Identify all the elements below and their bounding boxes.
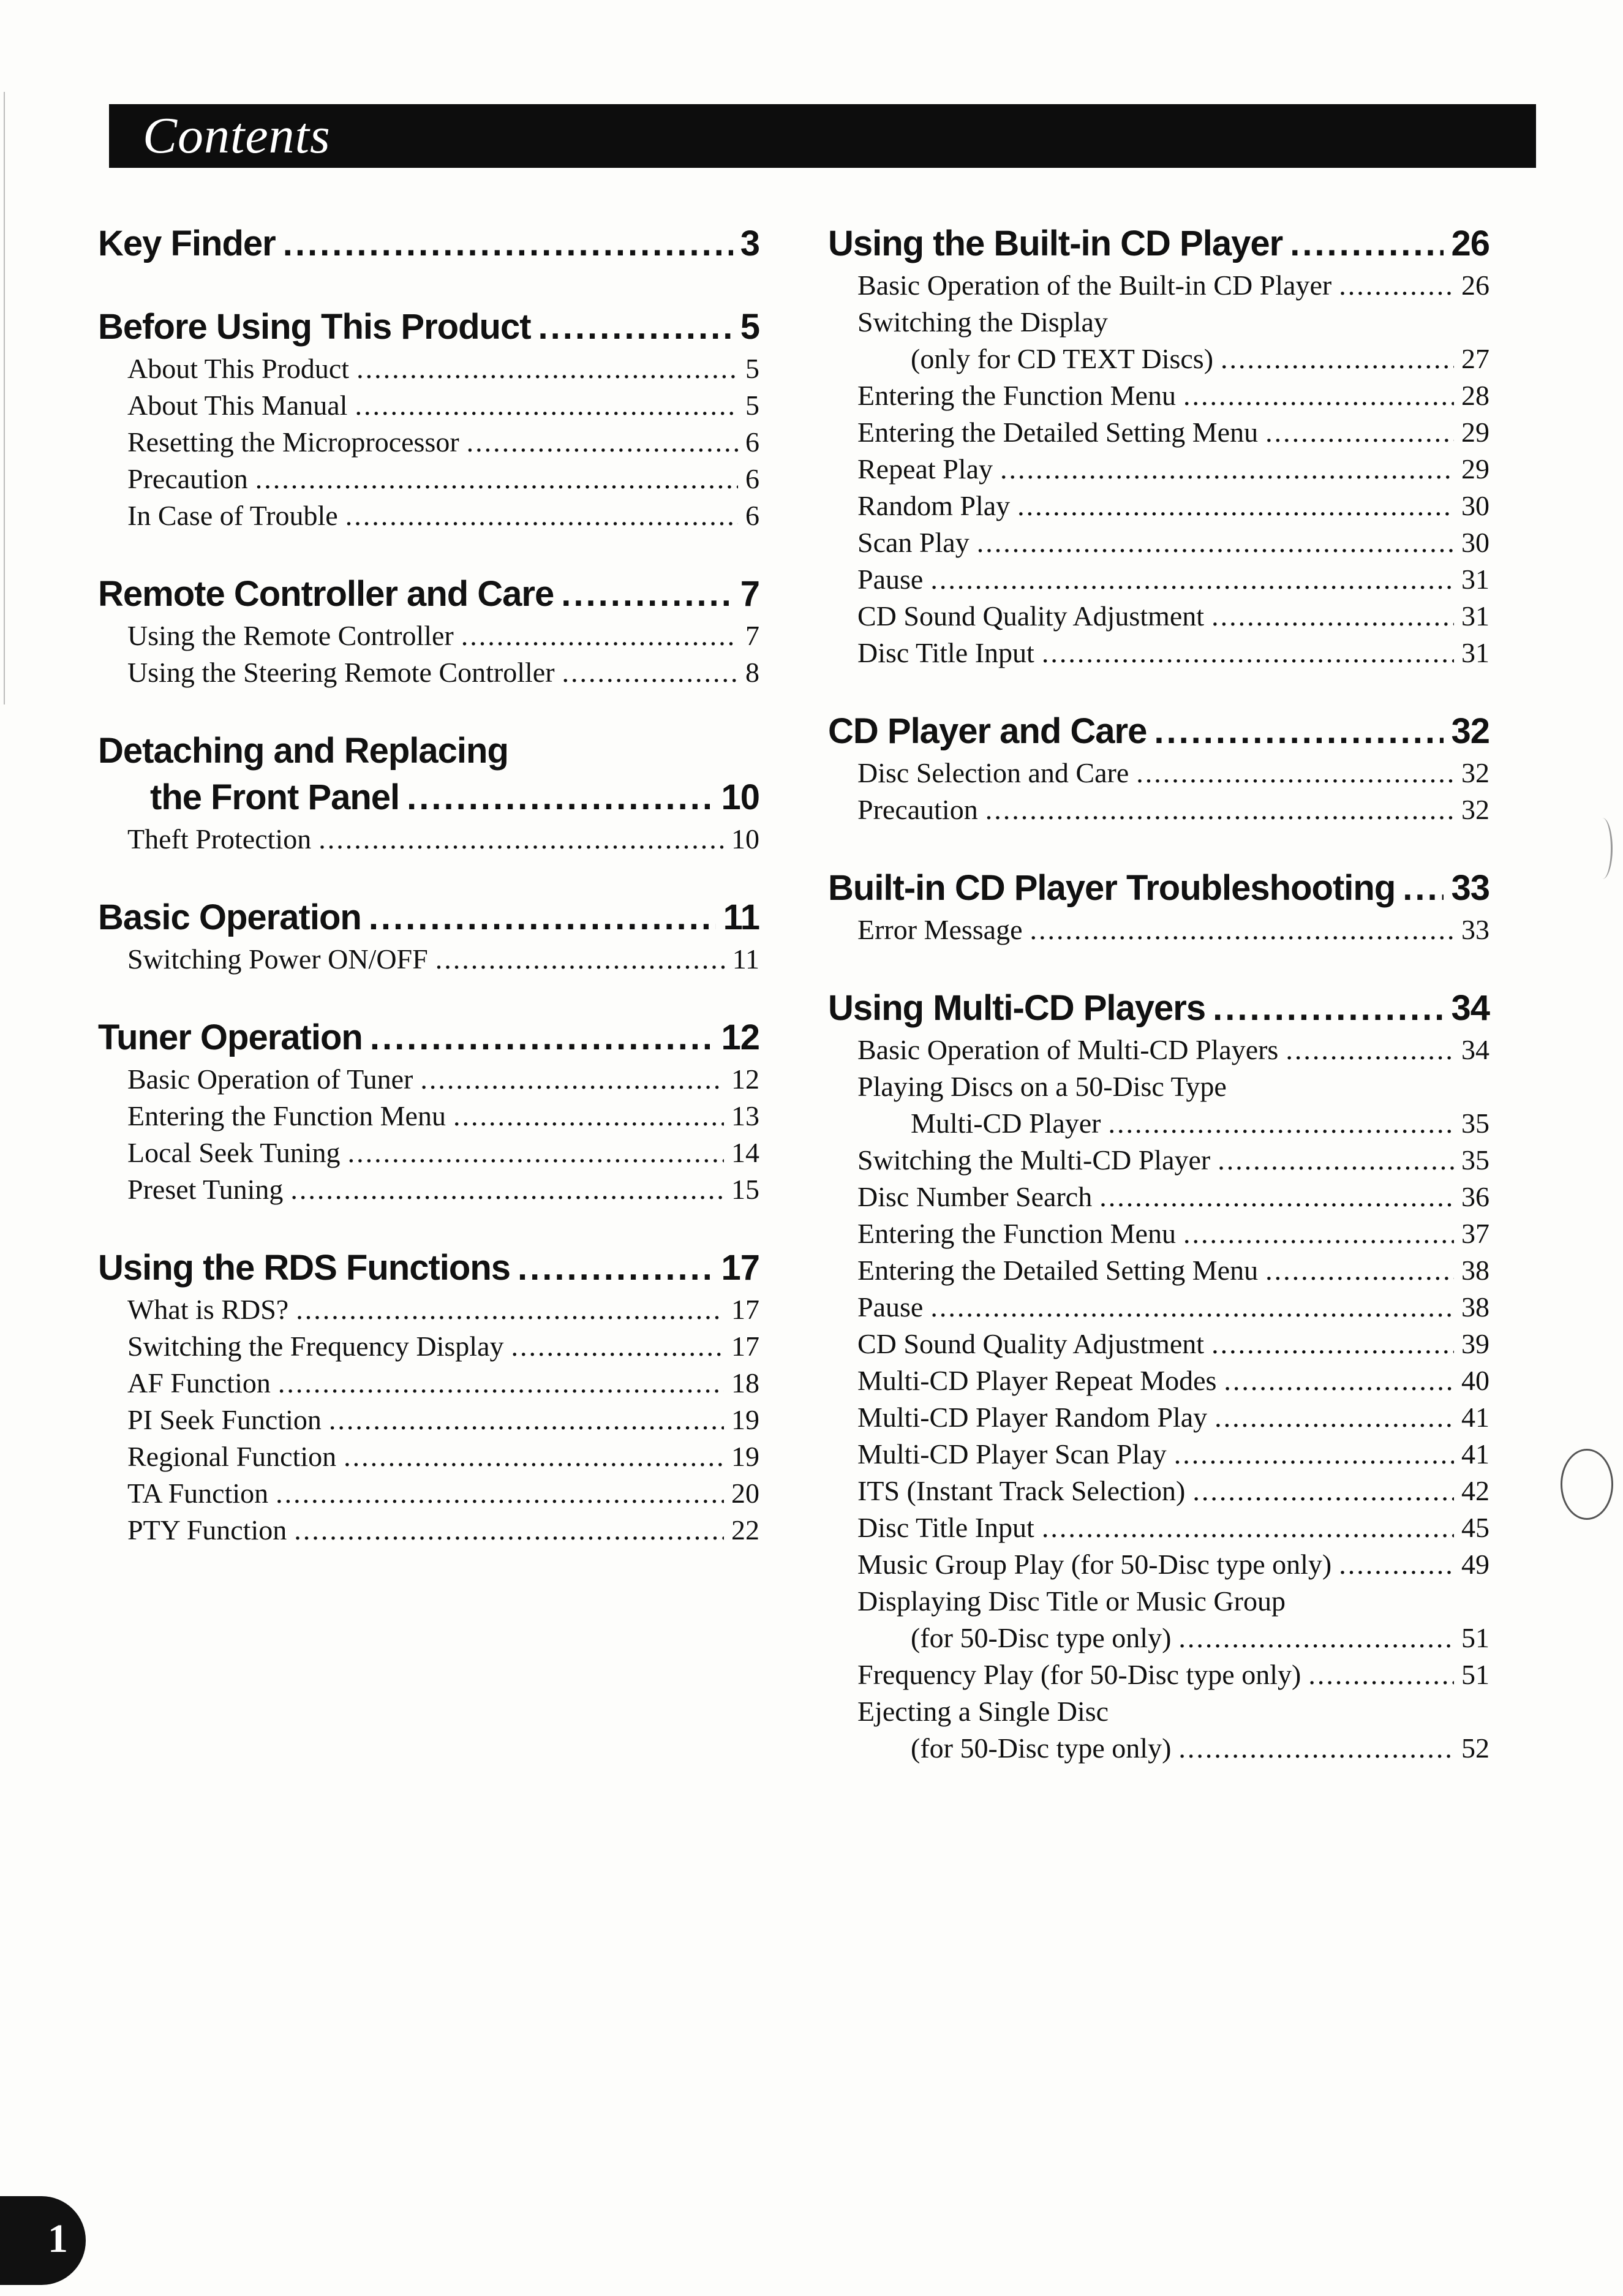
section-title: Before Using This Product bbox=[98, 307, 531, 347]
page-ref: 20 bbox=[731, 1478, 759, 1509]
page-ref: 35 bbox=[1461, 1108, 1489, 1139]
toc-section bbox=[828, 708, 1489, 828]
entry-title: Multi-CD Player Scan Play bbox=[857, 1438, 1167, 1470]
entry-title: Regional Function bbox=[127, 1441, 337, 1472]
binder-edge-mark bbox=[1592, 818, 1613, 879]
dot-leader bbox=[255, 461, 738, 497]
dot-leader bbox=[1265, 1252, 1454, 1289]
page-number: 1 bbox=[48, 2216, 68, 2261]
dot-leader bbox=[1286, 1032, 1454, 1068]
entry-title: Repeat Play bbox=[857, 453, 993, 485]
dot-leader bbox=[344, 1438, 724, 1475]
page-ref: 12 bbox=[731, 1063, 759, 1095]
toc-entry-row[interactable] bbox=[828, 561, 1489, 598]
page-ref: 36 bbox=[1461, 1181, 1489, 1212]
toc-section-row[interactable] bbox=[98, 894, 759, 941]
toc-entry-row[interactable] bbox=[98, 387, 759, 424]
page-ref: 15 bbox=[731, 1174, 759, 1205]
binder-ring-mark bbox=[1561, 1449, 1613, 1520]
dot-leader bbox=[294, 1512, 724, 1549]
dot-leader bbox=[1192, 1473, 1454, 1509]
toc-entry-row[interactable] bbox=[828, 524, 1489, 561]
toc-entry-row[interactable] bbox=[828, 1546, 1489, 1583]
dot-leader bbox=[1030, 912, 1454, 948]
toc-entry-row[interactable] bbox=[828, 414, 1489, 451]
dot-leader bbox=[345, 497, 738, 534]
page-ref: 6 bbox=[745, 500, 759, 531]
entry-title: Entering the Function Menu bbox=[857, 1218, 1176, 1249]
dot-leader bbox=[296, 1291, 724, 1328]
toc-entry-row[interactable] bbox=[828, 1436, 1489, 1473]
page-ref: 27 bbox=[1461, 343, 1489, 374]
page-ref: 6 bbox=[745, 426, 759, 458]
toc-section-row[interactable] bbox=[98, 774, 759, 821]
dot-leader bbox=[977, 524, 1454, 561]
toc-entry-row[interactable] bbox=[98, 654, 759, 691]
page-ref: 5 bbox=[740, 307, 759, 347]
entry-title: Error Message bbox=[857, 914, 1023, 945]
page-ref: 29 bbox=[1461, 453, 1489, 485]
entry-title: Disc Number Search bbox=[857, 1181, 1093, 1212]
dot-leader bbox=[561, 571, 732, 617]
toc-entry-row[interactable] bbox=[98, 1098, 759, 1135]
toc-section-row[interactable] bbox=[828, 221, 1489, 267]
dot-leader bbox=[1403, 865, 1444, 912]
entry-title: Switching the Display bbox=[857, 306, 1108, 338]
page-ref: 11 bbox=[723, 897, 759, 937]
dot-leader bbox=[930, 561, 1454, 598]
entry-title-cont: (for 50-Disc type only) bbox=[911, 1732, 1172, 1764]
dot-leader bbox=[370, 1014, 714, 1061]
dot-leader bbox=[420, 1061, 724, 1098]
toc-entry-row[interactable] bbox=[828, 598, 1489, 635]
dot-leader bbox=[1211, 1326, 1454, 1362]
entry-title: Local Seek Tuning bbox=[127, 1137, 341, 1168]
dot-leader bbox=[278, 1365, 724, 1402]
dot-leader bbox=[1183, 377, 1454, 414]
dot-leader bbox=[467, 424, 738, 461]
toc-entry-row[interactable] bbox=[98, 1328, 759, 1365]
page-ref: 18 bbox=[731, 1367, 759, 1399]
dot-leader bbox=[985, 791, 1454, 828]
entry-title: Disc Title Input bbox=[857, 637, 1034, 668]
page-ref: 41 bbox=[1461, 1438, 1489, 1470]
page-ref: 11 bbox=[732, 943, 759, 975]
toc-entry-row[interactable] bbox=[828, 912, 1489, 948]
toc-section bbox=[98, 571, 759, 691]
section-title-cont: the Front Panel bbox=[150, 777, 400, 817]
dot-leader bbox=[1221, 341, 1454, 377]
toc-section-row[interactable] bbox=[98, 221, 759, 267]
page-ref: 51 bbox=[1461, 1622, 1489, 1653]
page-ref: 31 bbox=[1461, 637, 1489, 668]
toc-entry-row[interactable] bbox=[98, 941, 759, 978]
dot-leader bbox=[1308, 1656, 1454, 1693]
entry-title: Precaution bbox=[127, 463, 248, 494]
toc-section-row[interactable] bbox=[98, 304, 759, 350]
page-ref: 30 bbox=[1461, 490, 1489, 521]
dot-leader bbox=[1154, 708, 1444, 755]
entry-title: About This Product bbox=[127, 353, 350, 384]
dot-leader bbox=[1042, 635, 1454, 671]
page-title: Contents bbox=[143, 107, 331, 164]
page-ref: 31 bbox=[1461, 564, 1489, 595]
page-ref: 13 bbox=[731, 1100, 759, 1131]
page-ref: 26 bbox=[1461, 270, 1489, 301]
section-title: Tuner Operation bbox=[98, 1018, 363, 1057]
dot-leader bbox=[1265, 414, 1454, 451]
dot-leader bbox=[435, 941, 725, 978]
page-ref: 42 bbox=[1461, 1475, 1489, 1506]
dot-leader bbox=[461, 617, 738, 654]
dot-leader bbox=[1136, 755, 1454, 791]
page-ref: 26 bbox=[1451, 224, 1489, 263]
page-ref: 31 bbox=[1461, 600, 1489, 632]
dot-leader bbox=[1290, 221, 1444, 267]
dot-leader bbox=[1178, 1730, 1454, 1767]
toc-entry-row[interactable] bbox=[828, 377, 1489, 414]
page-ref: 7 bbox=[745, 620, 759, 651]
page-ref: 10 bbox=[731, 823, 759, 855]
toc-section-row[interactable] bbox=[98, 1014, 759, 1061]
toc-entry-row[interactable] bbox=[98, 1171, 759, 1208]
toc-entry-row[interactable] bbox=[98, 424, 759, 461]
toc-entry-row[interactable] bbox=[828, 1509, 1489, 1546]
toc-entry-row[interactable] bbox=[98, 1475, 759, 1512]
page-ref: 34 bbox=[1461, 1034, 1489, 1065]
page-ref: 12 bbox=[721, 1018, 759, 1057]
contents-header-bar bbox=[109, 104, 1536, 168]
dot-leader bbox=[348, 1135, 724, 1171]
toc-section bbox=[98, 1014, 759, 1208]
toc-section-row[interactable] bbox=[98, 1245, 759, 1291]
toc-section bbox=[828, 985, 1489, 1767]
dot-leader bbox=[1042, 1509, 1454, 1546]
toc-section bbox=[98, 894, 759, 978]
entry-title: Basic Operation of the Built-in CD Player bbox=[857, 270, 1332, 301]
entry-title: What is RDS? bbox=[127, 1294, 289, 1325]
page-ref: 41 bbox=[1461, 1402, 1489, 1433]
dot-leader bbox=[290, 1171, 724, 1208]
page-ref: 32 bbox=[1461, 794, 1489, 825]
entry-title: Theft Protection bbox=[127, 823, 312, 855]
dot-leader bbox=[329, 1402, 724, 1438]
page-ref: 38 bbox=[1461, 1255, 1489, 1286]
entry-title: Playing Discs on a 50-Disc Type bbox=[857, 1071, 1227, 1102]
page-ref: 6 bbox=[745, 463, 759, 494]
page-ref: 37 bbox=[1461, 1218, 1489, 1249]
entry-title: Switching the Multi-CD Player bbox=[857, 1144, 1211, 1176]
dot-leader bbox=[283, 221, 733, 267]
toc-section-row[interactable] bbox=[828, 708, 1489, 755]
toc-entry-row[interactable] bbox=[828, 341, 1489, 377]
page-ref: 17 bbox=[721, 1248, 759, 1288]
dot-leader bbox=[1108, 1105, 1454, 1142]
entry-title: AF Function bbox=[127, 1367, 271, 1399]
page-ref: 35 bbox=[1461, 1144, 1489, 1176]
dot-leader bbox=[1017, 488, 1454, 524]
toc-entry-row[interactable] bbox=[98, 1402, 759, 1438]
page-ref: 19 bbox=[731, 1441, 759, 1472]
section-title: Using Multi-CD Players bbox=[828, 988, 1206, 1028]
toc-entry-row[interactable] bbox=[828, 1215, 1489, 1252]
dot-leader bbox=[276, 1475, 724, 1512]
toc-entry-row[interactable] bbox=[98, 1365, 759, 1402]
entry-title: Using the Remote Controller bbox=[127, 620, 454, 651]
page-ref: 17 bbox=[731, 1294, 759, 1325]
section-title: Key Finder bbox=[98, 224, 276, 263]
toc-right-column bbox=[828, 221, 1489, 1803]
page-ref: 30 bbox=[1461, 527, 1489, 558]
page-ref: 52 bbox=[1461, 1732, 1489, 1764]
toc-entry-row[interactable] bbox=[828, 1730, 1489, 1767]
toc-entry-row[interactable] bbox=[98, 1512, 759, 1549]
page-ref: 39 bbox=[1461, 1328, 1489, 1359]
toc-entry-row[interactable] bbox=[828, 1289, 1489, 1326]
entry-title: About This Manual bbox=[127, 390, 348, 421]
dot-leader bbox=[318, 821, 724, 858]
entry-title: Random Play bbox=[857, 490, 1011, 521]
toc-entry-row[interactable] bbox=[828, 635, 1489, 671]
entry-title: CD Sound Quality Adjustment bbox=[857, 600, 1205, 632]
dot-leader bbox=[1183, 1215, 1454, 1252]
page-ref: 19 bbox=[731, 1404, 759, 1435]
entry-title: Using the Steering Remote Controller bbox=[127, 657, 555, 688]
entry-title: Switching Power ON/OFF bbox=[127, 943, 428, 975]
page-ref: 7 bbox=[740, 574, 759, 614]
toc-entry-row[interactable] bbox=[98, 461, 759, 497]
toc-entry-row[interactable] bbox=[98, 1291, 759, 1328]
page-number-badge bbox=[0, 2196, 86, 2285]
page-ref: 45 bbox=[1461, 1512, 1489, 1543]
entry-title: Resetting the Microprocessor bbox=[127, 426, 459, 458]
toc-entry-row[interactable] bbox=[828, 1252, 1489, 1289]
entry-title: Pause bbox=[857, 1291, 924, 1323]
entry-title: PTY Function bbox=[127, 1514, 287, 1546]
entry-title: Music Group Play (for 50-Disc type only) bbox=[857, 1549, 1332, 1580]
toc-entry-row[interactable] bbox=[828, 1326, 1489, 1362]
entry-title: PI Seek Function bbox=[127, 1404, 322, 1435]
toc-left-column bbox=[98, 221, 759, 1585]
page-ref: 34 bbox=[1451, 988, 1489, 1028]
toc-entry-row[interactable] bbox=[828, 1473, 1489, 1509]
page-ref: 38 bbox=[1461, 1291, 1489, 1323]
entry-title: CD Sound Quality Adjustment bbox=[857, 1328, 1205, 1359]
toc-entry-row[interactable] bbox=[828, 1105, 1489, 1142]
toc-entry-row[interactable] bbox=[828, 1362, 1489, 1399]
section-title: CD Player and Care bbox=[828, 711, 1147, 751]
page-ref: 32 bbox=[1461, 757, 1489, 788]
entry-title: Disc Title Input bbox=[857, 1512, 1034, 1543]
page-ref: 49 bbox=[1461, 1549, 1489, 1580]
toc-section bbox=[98, 728, 759, 858]
toc-entry-row[interactable] bbox=[98, 821, 759, 858]
margin-line bbox=[4, 92, 5, 704]
toc-section bbox=[828, 221, 1489, 671]
page-ref: 17 bbox=[731, 1331, 759, 1362]
page-ref: 8 bbox=[745, 657, 759, 688]
toc-entry-row[interactable] bbox=[828, 451, 1489, 488]
entry-title-cont: (only for CD TEXT Discs) bbox=[911, 343, 1214, 374]
dot-leader bbox=[1214, 1399, 1454, 1436]
toc-entry-row[interactable] bbox=[98, 1438, 759, 1475]
dot-leader bbox=[369, 894, 716, 941]
entry-title: Displaying Disc Title or Music Group bbox=[857, 1585, 1286, 1617]
page-ref: 5 bbox=[745, 353, 759, 384]
dot-leader bbox=[1211, 598, 1454, 635]
toc-entry-row[interactable] bbox=[98, 497, 759, 534]
toc-entry-row[interactable] bbox=[98, 617, 759, 654]
dot-leader bbox=[1000, 451, 1454, 488]
page-ref: 51 bbox=[1461, 1659, 1489, 1690]
entry-title: Disc Selection and Care bbox=[857, 757, 1129, 788]
toc-section bbox=[98, 1245, 759, 1549]
entry-title-cont: Multi-CD Player bbox=[911, 1108, 1101, 1139]
dot-leader bbox=[453, 1098, 724, 1135]
page-ref: 32 bbox=[1451, 711, 1489, 751]
entry-title: Entering the Function Menu bbox=[857, 380, 1176, 411]
toc-entry-row[interactable] bbox=[828, 1142, 1489, 1179]
dot-leader bbox=[1213, 985, 1444, 1032]
entry-title: In Case of Trouble bbox=[127, 500, 338, 531]
toc-section bbox=[98, 304, 759, 534]
dot-leader bbox=[356, 350, 738, 387]
page-ref: 14 bbox=[731, 1137, 759, 1168]
page-ref: 28 bbox=[1461, 380, 1489, 411]
dot-leader bbox=[930, 1289, 1454, 1326]
toc-entry-row[interactable] bbox=[828, 1620, 1489, 1656]
entry-title: Basic Operation of Multi-CD Players bbox=[857, 1034, 1279, 1065]
page-ref: 33 bbox=[1451, 868, 1489, 908]
entry-title: Basic Operation of Tuner bbox=[127, 1063, 413, 1095]
entry-title: Entering the Function Menu bbox=[127, 1100, 446, 1131]
toc-section-row[interactable] bbox=[828, 865, 1489, 912]
toc-section-row[interactable] bbox=[98, 571, 759, 617]
page-ref: 3 bbox=[740, 224, 759, 263]
toc-entry-row[interactable] bbox=[828, 1656, 1489, 1693]
page-ref: 5 bbox=[745, 390, 759, 421]
dot-leader bbox=[511, 1328, 724, 1365]
dot-leader bbox=[1224, 1362, 1454, 1399]
toc-entry-row[interactable] bbox=[828, 1179, 1489, 1215]
entry-title: Entering the Detailed Setting Menu bbox=[857, 1255, 1259, 1286]
entry-title: Multi-CD Player Repeat Modes bbox=[857, 1365, 1217, 1396]
entry-title: Ejecting a Single Disc bbox=[857, 1696, 1109, 1727]
dot-leader bbox=[1174, 1436, 1454, 1473]
entry-title: Pause bbox=[857, 564, 924, 595]
entry-title: Switching the Frequency Display bbox=[127, 1331, 504, 1362]
dot-leader bbox=[562, 654, 738, 691]
entry-title: ITS (Instant Track Selection) bbox=[857, 1475, 1186, 1506]
entry-title-cont: (for 50-Disc type only) bbox=[911, 1622, 1172, 1653]
page-ref: 40 bbox=[1461, 1365, 1489, 1396]
toc-section bbox=[828, 865, 1489, 948]
dot-leader bbox=[1339, 267, 1454, 304]
section-title: Remote Controller and Care bbox=[98, 574, 554, 614]
toc-section-row[interactable] bbox=[828, 985, 1489, 1032]
dot-leader bbox=[1218, 1142, 1454, 1179]
section-title: Using the Built-in CD Player bbox=[828, 224, 1283, 263]
dot-leader bbox=[1178, 1620, 1454, 1656]
toc-entry-row[interactable] bbox=[828, 267, 1489, 304]
dot-leader bbox=[407, 774, 714, 821]
dot-leader bbox=[538, 304, 733, 350]
section-title: Using the RDS Functions bbox=[98, 1248, 510, 1288]
section-title: Built-in CD Player Troubleshooting bbox=[828, 868, 1396, 908]
page-ref: 10 bbox=[721, 777, 759, 817]
page-ref: 29 bbox=[1461, 417, 1489, 448]
toc-entry-row[interactable] bbox=[828, 1399, 1489, 1436]
section-title: Basic Operation bbox=[98, 897, 361, 937]
page-ref: 22 bbox=[731, 1514, 759, 1546]
entry-title: Frequency Play (for 50-Disc type only) bbox=[857, 1659, 1301, 1690]
dot-leader bbox=[518, 1245, 714, 1291]
dot-leader bbox=[355, 387, 738, 424]
page-ref: 33 bbox=[1461, 914, 1489, 945]
dot-leader bbox=[1339, 1546, 1454, 1583]
toc-entry-row[interactable] bbox=[828, 1032, 1489, 1068]
entry-title: Preset Tuning bbox=[127, 1174, 284, 1205]
toc-section bbox=[98, 221, 759, 267]
toc-entry-row[interactable] bbox=[828, 791, 1489, 828]
toc-entry-row[interactable] bbox=[828, 755, 1489, 791]
entry-title: Entering the Detailed Setting Menu bbox=[857, 417, 1259, 448]
toc-entry-row[interactable] bbox=[828, 488, 1489, 524]
entry-title: Scan Play bbox=[857, 527, 970, 558]
section-title: Detaching and Replacing bbox=[98, 731, 508, 771]
dot-leader bbox=[1099, 1179, 1454, 1215]
toc-entry-row[interactable] bbox=[98, 350, 759, 387]
toc-entry-row[interactable] bbox=[98, 1135, 759, 1171]
entry-title: Multi-CD Player Random Play bbox=[857, 1402, 1208, 1433]
toc-entry-row[interactable] bbox=[98, 1061, 759, 1098]
entry-title: TA Function bbox=[127, 1478, 269, 1509]
entry-title: Precaution bbox=[857, 794, 978, 825]
